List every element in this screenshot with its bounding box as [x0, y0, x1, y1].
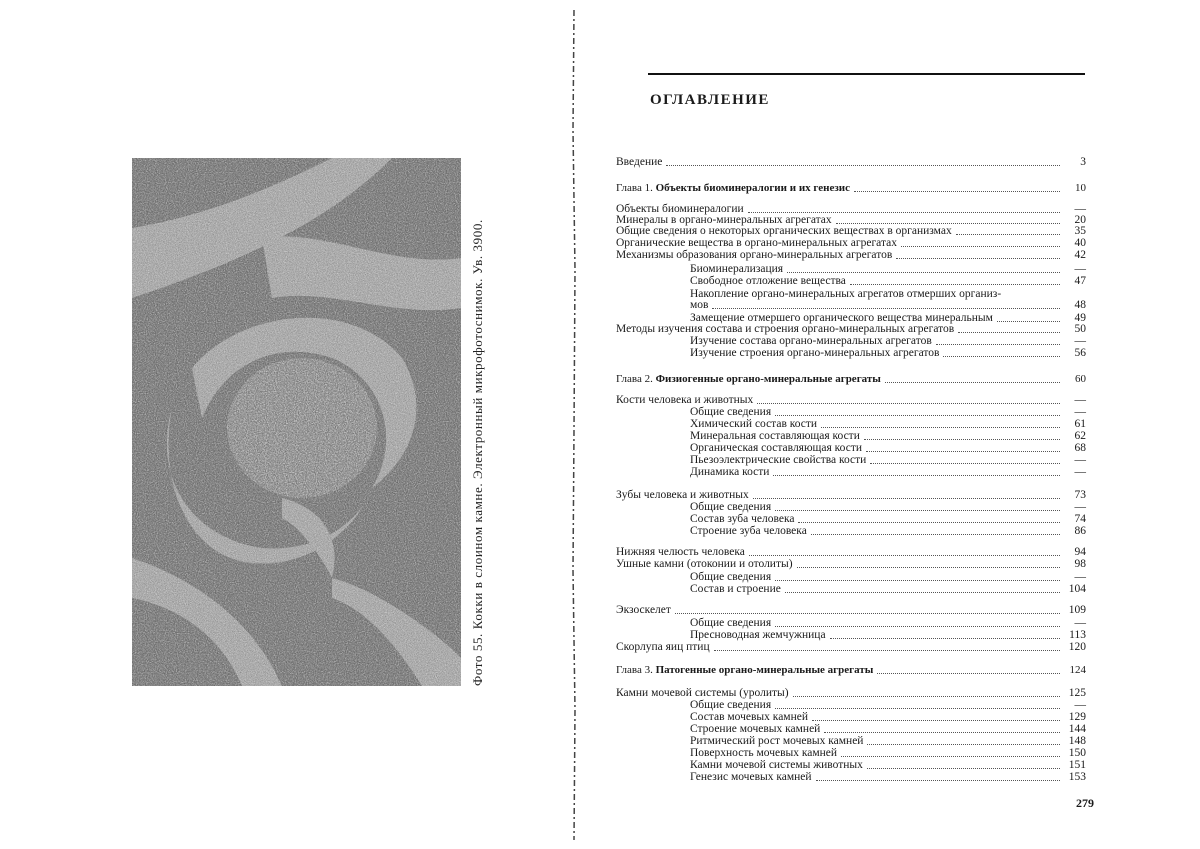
dot-leader — [877, 673, 1060, 674]
toc-page-number: 49 — [1074, 312, 1086, 324]
dot-leader — [775, 580, 1060, 581]
dot-leader — [866, 451, 1060, 452]
toc-page-number: — — [1074, 501, 1086, 513]
toc-entry-label: Поверхность мочевых камней — [690, 747, 838, 759]
toc-entry-label: Минеральная составляющая кости — [690, 430, 860, 442]
dot-leader — [714, 650, 1060, 651]
dot-leader — [850, 284, 1060, 285]
toc-entry-label: Ритмический рост мочевых камней — [690, 735, 864, 747]
toc-entry-label: Методы изучения состава и строения органо-минеральных агрегатов — [616, 323, 955, 335]
toc-entry-row — [690, 274, 1086, 288]
dot-leader — [896, 258, 1060, 259]
dot-leader — [775, 510, 1060, 511]
dot-leader — [757, 403, 1060, 404]
toc-entry-label: Общие сведения — [690, 617, 772, 629]
toc-entry-label: Пьезоэлектрические свойства кости — [690, 454, 867, 466]
dot-leader — [824, 732, 1060, 733]
dot-leader — [854, 191, 1060, 192]
toc-page-number: 10 — [1075, 182, 1086, 194]
toc-page-number: — — [1074, 406, 1086, 418]
toc-page-number: 125 — [1068, 687, 1086, 699]
toc-page-number: — — [1074, 335, 1086, 347]
dot-leader — [811, 534, 1060, 535]
toc-chapter-prefix: Глава 1. — [616, 182, 653, 194]
dot-leader — [841, 756, 1060, 757]
toc-page-number: 150 — [1068, 747, 1086, 759]
toc-entry-label — [616, 664, 873, 677]
dot-leader — [816, 780, 1060, 781]
toc-chapter-title: Патогенные органо-минеральные агрегаты — [655, 664, 874, 676]
toc-chapter-title: Физиогенные органо-минеральные агрегаты — [655, 373, 881, 385]
toc-entry-label: Ушные камни (отоконии и отолиты) — [616, 558, 793, 570]
toc-entry-label: Изучение строения органо-минеральных агрегатов — [690, 347, 940, 359]
toc-entry-row — [690, 770, 1086, 784]
toc-entry-label: Экзоскелет — [616, 604, 671, 616]
toc-entry-label: Механизмы образования органо-минеральных агрегатов — [616, 249, 893, 261]
dot-leader — [936, 344, 1060, 345]
toc-page-number: — — [1074, 394, 1086, 406]
toc-page-number: 151 — [1068, 759, 1086, 771]
dot-leader — [787, 272, 1060, 273]
toc-entry-label: Строение мочевых камней — [690, 723, 821, 735]
toc-page-number: — — [1074, 617, 1086, 629]
toc-entry-label: Введение — [616, 156, 663, 168]
gutter-line — [572, 10, 576, 840]
toc-entry-row — [616, 640, 1086, 654]
toc-page-number: 104 — [1068, 583, 1086, 595]
toc-page-number: 74 — [1074, 513, 1086, 525]
dot-leader — [870, 463, 1060, 464]
toc-entry-label: Скорлупа яиц птиц — [616, 641, 710, 653]
toc-page-number: 20 — [1074, 214, 1086, 226]
toc-chapter-row — [616, 372, 1086, 386]
dot-leader — [867, 744, 1060, 745]
toc-page-number: 40 — [1074, 237, 1086, 249]
toc-entry-label: Биоминерализация — [690, 263, 784, 275]
toc-page-number: — — [1074, 699, 1086, 711]
toc-page-number: 94 — [1074, 546, 1086, 558]
toc-page-number: 153 — [1068, 771, 1086, 783]
toc-entry-label: Объекты биоминералогии — [616, 203, 744, 215]
toc-page-number: 86 — [1074, 525, 1086, 537]
toc-entry-label — [616, 373, 881, 386]
dot-leader — [675, 613, 1060, 614]
dot-leader — [885, 382, 1060, 383]
toc-page-number: — — [1074, 466, 1086, 478]
dot-leader — [821, 427, 1060, 428]
photo-caption: Фото 55. Кокки в слоином камне. Электронный микрофотоснимок. Ув. 3900. — [470, 219, 485, 686]
toc-entry-label: Органические вещества в органо-минеральных агрегатах — [616, 237, 897, 249]
toc-page-number: 48 — [1074, 299, 1086, 311]
toc-page-number: 109 — [1068, 604, 1086, 616]
toc-entry-row — [616, 248, 1086, 262]
toc-entry-label: Камни мочевой системы животных — [690, 759, 863, 771]
toc-entry-label: Свободное отложение вещества — [690, 275, 846, 287]
toc-page-number: 47 — [1074, 275, 1086, 287]
micrograph-photo — [132, 158, 461, 686]
toc-entry-row — [690, 465, 1086, 479]
toc-page-number: 60 — [1075, 373, 1086, 385]
toc-chapter-row — [616, 181, 1086, 195]
toc-page-number: 129 — [1068, 711, 1086, 723]
toc-entry-label: Пресноводная жемчужница — [690, 629, 826, 641]
toc-entry-label: Строение зуба человека — [690, 525, 807, 537]
dot-leader — [864, 439, 1060, 440]
toc-page-number: — — [1074, 203, 1086, 215]
toc-entry-row — [616, 603, 1086, 617]
dot-leader — [956, 234, 1060, 235]
toc-entry-label: Общие сведения — [690, 501, 772, 513]
toc-entry-label: Кости человека и животных — [616, 394, 754, 406]
toc-page-number: 62 — [1074, 430, 1086, 442]
top-rule — [648, 73, 1085, 75]
dot-leader — [773, 475, 1060, 476]
toc-page-number: 42 — [1074, 249, 1086, 261]
toc-entry-row — [690, 524, 1086, 538]
dot-leader — [867, 768, 1060, 769]
toc-entry-row — [690, 582, 1086, 596]
dot-leader — [749, 555, 1060, 556]
toc-entry-label: Зубы человека и животных — [616, 489, 749, 501]
toc-entry-label: Минералы в органо-минеральных агрегатах — [616, 214, 832, 226]
toc-entry-label: Общие сведения — [690, 406, 772, 418]
toc-page-number: — — [1074, 263, 1086, 275]
toc-page-number: 50 — [1074, 323, 1086, 335]
toc-entry-row — [616, 155, 1086, 169]
toc-entry-label: Накопление органо-минеральных агрегатов отмерших организ- — [690, 288, 1002, 300]
toc-entry-label: Органическая составляющая кости — [690, 442, 863, 454]
dot-leader — [712, 308, 1060, 309]
dot-leader — [775, 415, 1060, 416]
toc-page-number: 124 — [1069, 664, 1086, 676]
toc-page-number: 148 — [1068, 735, 1086, 747]
toc-entry-label: Состав и строение — [690, 583, 781, 595]
dot-leader — [793, 696, 1060, 697]
toc-chapter-title: Объекты биоминералогии и их генезис — [655, 182, 851, 194]
toc-entry-row — [616, 557, 1086, 571]
toc-page-number: 120 — [1068, 641, 1086, 653]
dot-leader — [798, 522, 1060, 523]
toc-entry-label: Общие сведения — [690, 571, 772, 583]
dot-leader — [830, 638, 1060, 639]
toc-page-number: 98 — [1074, 558, 1086, 570]
toc-page-number: 113 — [1069, 629, 1086, 641]
dot-leader — [943, 356, 1060, 357]
toc-entry-label: Общие сведения о некоторых органических веществах в организмах — [616, 225, 952, 237]
toc-entry-label: Генезис мочевых камней — [690, 771, 812, 783]
toc-page-number: 61 — [1074, 418, 1086, 430]
dot-leader — [753, 498, 1060, 499]
page-number: 279 — [1076, 796, 1094, 810]
toc-chapter-row — [616, 663, 1086, 677]
toc-entry-label: Состав мочевых камней — [690, 711, 808, 723]
dot-leader — [666, 165, 1060, 166]
dot-leader — [797, 567, 1060, 568]
toc-page-number: — — [1074, 571, 1086, 583]
toc-entry-row — [690, 298, 1086, 312]
toc-chapter-prefix: Глава 2. — [616, 373, 653, 385]
toc-entry-label: Изучение состава органо-минеральных агрегатов — [690, 335, 932, 347]
toc-entry-label: Общие сведения — [690, 699, 772, 711]
toc-entry-label: Состав зуба человека — [690, 513, 795, 525]
micrograph-image — [132, 158, 461, 686]
dot-leader — [785, 592, 1060, 593]
toc-entry-row — [690, 346, 1086, 360]
toc-entry-label: мов — [690, 299, 709, 311]
toc-page-number: 68 — [1074, 442, 1086, 454]
toc-entry-label: Замещение отмершего органического вещества минеральным — [690, 312, 993, 324]
dot-leader — [901, 246, 1060, 247]
toc-title: ОГЛАВЛЕНИЕ — [650, 92, 770, 108]
toc-page-number: — — [1074, 454, 1086, 466]
dot-leader — [958, 332, 1060, 333]
toc-entry-label — [616, 182, 850, 195]
toc-entry-label: Динамика кости — [690, 466, 770, 478]
toc-chapter-prefix: Глава 3. — [616, 664, 653, 676]
toc-page-number: 35 — [1074, 225, 1086, 237]
toc-entry-label: Нижняя челюсть человека — [616, 546, 745, 558]
toc-entry-label: Химический состав кости — [690, 418, 818, 430]
dot-leader — [775, 626, 1060, 627]
toc-page-number: 3 — [1080, 156, 1086, 168]
toc-page-number: 144 — [1068, 723, 1086, 735]
toc-page-number: 73 — [1074, 489, 1086, 501]
toc-page-number: 56 — [1074, 347, 1086, 359]
dot-leader — [812, 720, 1060, 721]
toc-entry-label: Камни мочевой системы (уролиты) — [616, 687, 789, 699]
dot-leader — [775, 708, 1060, 709]
